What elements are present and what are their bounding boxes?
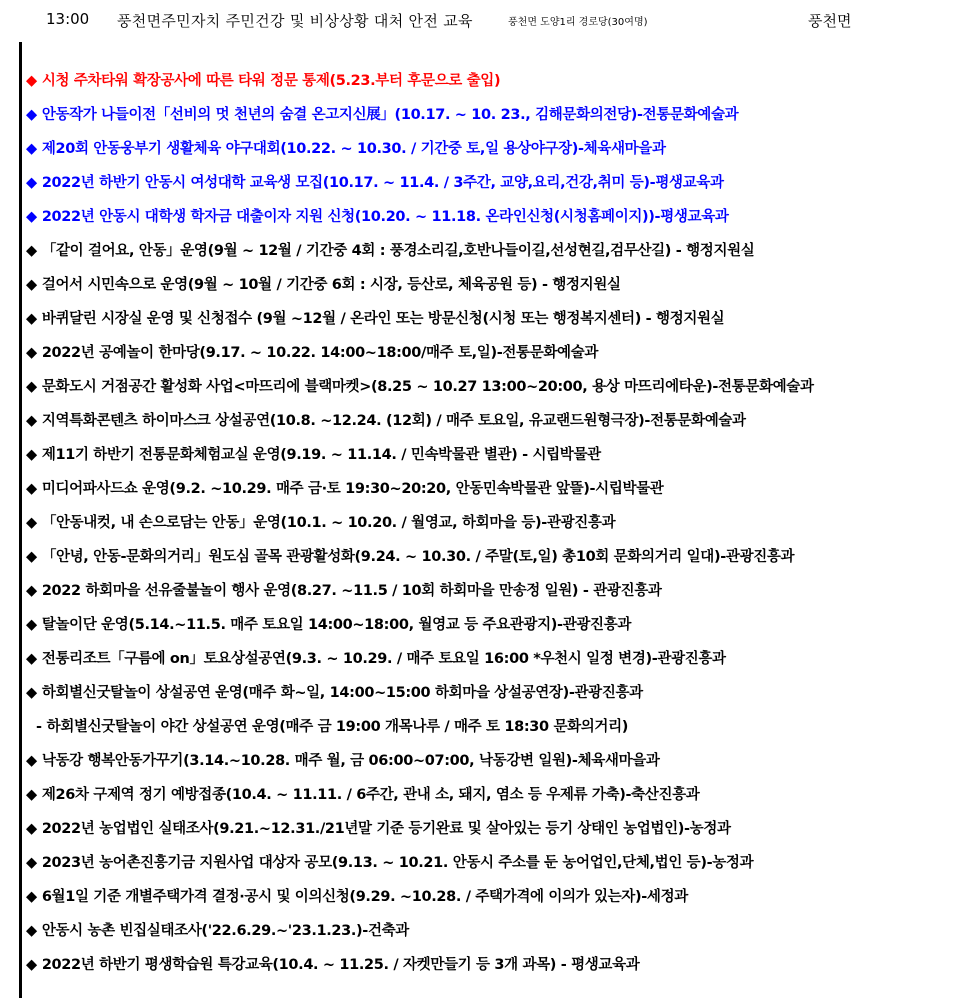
diamond-bullet-icon: ◆: [26, 107, 37, 123]
diamond-bullet-icon: ◆: [26, 73, 37, 89]
event-time: 13:00: [46, 10, 90, 28]
diamond-bullet-icon: ◆: [26, 753, 37, 769]
notice-text: 시청 주차타워 확장공사에 따른 타워 정문 통제(5.23.부터 후문으로 출입): [41, 73, 501, 89]
diamond-bullet-icon: ◆: [26, 141, 37, 157]
notice-item: [26, 132, 956, 166]
notice-item: [26, 540, 956, 574]
diamond-bullet-icon: ◆: [26, 787, 37, 803]
notice-text: 하회별신굿탈놀이 상설공연 운영(매주 화~일, 14:00~15:00 하회마을 상설공연장)-관광진흥과: [41, 685, 643, 701]
dash-bullet-icon: -: [36, 719, 42, 735]
diamond-bullet-icon: ◆: [26, 923, 37, 939]
notice-item: [26, 98, 956, 132]
notice-item: [26, 778, 956, 812]
event-location: 풍천면 도양1리 경로당(30여명): [508, 17, 648, 28]
notice-text: 바퀴달린 시장실 운영 및 신청접수 (9월 ~12월 / 온라인 또는 방문신청(시청 또는 행정복지센터) - 행정지원실: [41, 311, 725, 327]
notice-text: 6월1일 기준 개별주택가격 결정·공시 및 이의신청(9.29. ~10.28. / 주택가격에 이의가 있는자)-세정과: [41, 889, 688, 905]
diamond-bullet-icon: ◆: [26, 481, 37, 497]
diamond-bullet-icon: ◆: [26, 175, 37, 191]
schedule-header: [0, 0, 960, 40]
notice-text: 제26차 구제역 정기 예방접종(10.4. ~ 11.11. / 6주간, 관내 소, 돼지, 염소 등 우제류 가축)-축산진흥과: [41, 787, 700, 803]
notice-item: [26, 914, 956, 948]
notice-item: [26, 472, 956, 506]
notice-text: 「안동내컷, 내 손으로담는 안동」운영(10.1. ~ 10.20. / 월영교, 하회마을 등)-관광진흥과: [41, 515, 616, 531]
notice-item: [26, 166, 956, 200]
notice-text: 2022 하회마을 선유줄불놀이 행사 운영(8.27. ~11.5 / 10회 하회마을 만송정 일원) - 관광진흥과: [41, 583, 662, 599]
notice-item: [26, 506, 956, 540]
notice-text: 낙동강 행복안동가꾸기(3.14.~10.28. 매주 월, 금 06:00~07:00, 낙동강변 일원)-체육새마을과: [41, 753, 660, 769]
notice-text: 「같이 걸어요, 안동」운영(9월 ~ 12월 / 기간중 4회 : 풍경소리길,호반나들이길,선성현길,검무산길) - 행정지원실: [41, 243, 755, 259]
notice-item: [26, 880, 956, 914]
notice-text: 제20회 안동웅부기 생활체육 야구대회(10.22. ~ 10.30. / 기간중 토,일 용상야구장)-체육새마을과: [41, 141, 666, 157]
notice-item: [26, 404, 956, 438]
notice-item: [26, 234, 956, 268]
diamond-bullet-icon: ◆: [26, 413, 37, 429]
notice-item: [26, 302, 956, 336]
diamond-bullet-icon: ◆: [26, 345, 37, 361]
diamond-bullet-icon: ◆: [26, 549, 37, 565]
diamond-bullet-icon: ◆: [26, 651, 37, 667]
notice-text: 2022년 하반기 평생학습원 특강교육(10.4. ~ 11.25. / 자켓만들기 등 3개 과목) - 평생교육과: [41, 957, 640, 973]
diamond-bullet-icon: ◆: [26, 583, 37, 599]
notice-item: [26, 200, 956, 234]
notice-text: 「안녕, 안동-문화의거리」원도심 골목 관광활성화(9.24. ~ 10.30. / 주말(토,일) 총10회 문화의거리 일대)-관광진흥과: [41, 549, 795, 565]
diamond-bullet-icon: ◆: [26, 209, 37, 225]
diamond-bullet-icon: ◆: [26, 277, 37, 293]
event-title: 풍천면주민자치 주민건강 및 비상상황 대처 안전 교육: [117, 12, 473, 30]
diamond-bullet-icon: ◆: [26, 515, 37, 531]
notice-text: 2022년 공예놀이 한마당(9.17. ~ 10.22. 14:00~18:00/매주 토,일)-전통문화예술과: [41, 345, 598, 361]
notice-item: [26, 642, 956, 676]
notice-item: [26, 268, 956, 302]
diamond-bullet-icon: ◆: [26, 379, 37, 395]
notice-item: [26, 948, 956, 982]
diamond-bullet-icon: ◆: [26, 311, 37, 327]
notice-text: 2023년 농어촌진흥기금 지원사업 대상자 공모(9.13. ~ 10.21. 안동시 주소를 둔 농어업인,단체,법인 등)-농정과: [41, 855, 754, 871]
notice-subitem: [26, 710, 956, 744]
notice-item: [26, 846, 956, 880]
diamond-bullet-icon: ◆: [26, 617, 37, 633]
notice-text: 하회별신굿탈놀이 야간 상설공연 운영(매주 금 19:00 개목나루 / 매주 토 18:30 문화의거리): [46, 719, 629, 735]
notice-item: [26, 676, 956, 710]
notice-text: 안동작가 나들이전「선비의 멋 천년의 숨결 온고지신展」(10.17. ~ 10. 23., 김해문화의전당)-전통문화예술과: [41, 107, 739, 123]
notice-text: 걸어서 시민속으로 운영(9월 ~ 10월 / 기간중 6회 : 시장, 등산로, 체육공원 등) - 행정지원실: [41, 277, 621, 293]
diamond-bullet-icon: ◆: [26, 447, 37, 463]
notice-text: 2022년 농업법인 실태조사(9.21.~12.31./21년말 기준 등기완료 및 살아있는 등기 상태인 농업법인)-농정과: [41, 821, 731, 837]
diamond-bullet-icon: ◆: [26, 889, 37, 905]
notice-item: [26, 574, 956, 608]
diamond-bullet-icon: ◆: [26, 685, 37, 701]
notice-text: 지역특화콘텐츠 하이마스크 상설공연(10.8. ~12.24. (12회) / 매주 토요일, 유교랜드원형극장)-전통문화예술과: [41, 413, 746, 429]
notice-item: [26, 438, 956, 472]
notice-item: [26, 744, 956, 778]
event-organizer: 풍천면: [808, 12, 852, 30]
notice-item: [26, 812, 956, 846]
diamond-bullet-icon: ◆: [26, 243, 37, 259]
diamond-bullet-icon: ◆: [26, 957, 37, 973]
notice-item: [26, 64, 956, 98]
notice-text: 2022년 안동시 대학생 학자금 대출이자 지원 신청(10.20. ~ 11.18. 온라인신청(시청홈페이지))-평생교육과: [41, 209, 729, 225]
notice-text: 문화도시 거점공간 활성화 사업<마뜨리에 블랙마켓>(8.25 ~ 10.27 13:00~20:00, 용상 마뜨리에타운)-전통문화예술과: [41, 379, 814, 395]
notice-text: 미디어파사드쇼 운영(9.2. ~10.29. 매주 금·토 19:30~20:20, 안동민속박물관 앞뜰)-시립박물관: [41, 481, 664, 497]
notice-text: 2022년 하반기 안동시 여성대학 교육생 모집(10.17. ~ 11.4. / 3주간, 교양,요리,건강,취미 등)-평생교육과: [41, 175, 724, 191]
notice-list: [26, 64, 956, 982]
notice-item: [26, 370, 956, 404]
diamond-bullet-icon: ◆: [26, 821, 37, 837]
notice-text: 제11기 하반기 전통문화체험교실 운영(9.19. ~ 11.14. / 민속박물관 별관) - 시립박물관: [41, 447, 601, 463]
notice-item: [26, 336, 956, 370]
notice-text: 안동시 농촌 빈집실태조사('22.6.29.~'23.1.23.)-건축과: [41, 923, 409, 939]
notice-text: 전통리조트「구름에 on」토요상설공연(9.3. ~ 10.29. / 매주 토요일 16:00 *우천시 일정 변경)-관광진흥과: [41, 651, 726, 667]
left-margin-rule: [19, 42, 22, 998]
notice-item: [26, 608, 956, 642]
notice-text: 탈놀이단 운영(5.14.~11.5. 매주 토요일 14:00~18:00, 월영교 등 주요관광지)-관광진흥과: [41, 617, 631, 633]
diamond-bullet-icon: ◆: [26, 855, 37, 871]
